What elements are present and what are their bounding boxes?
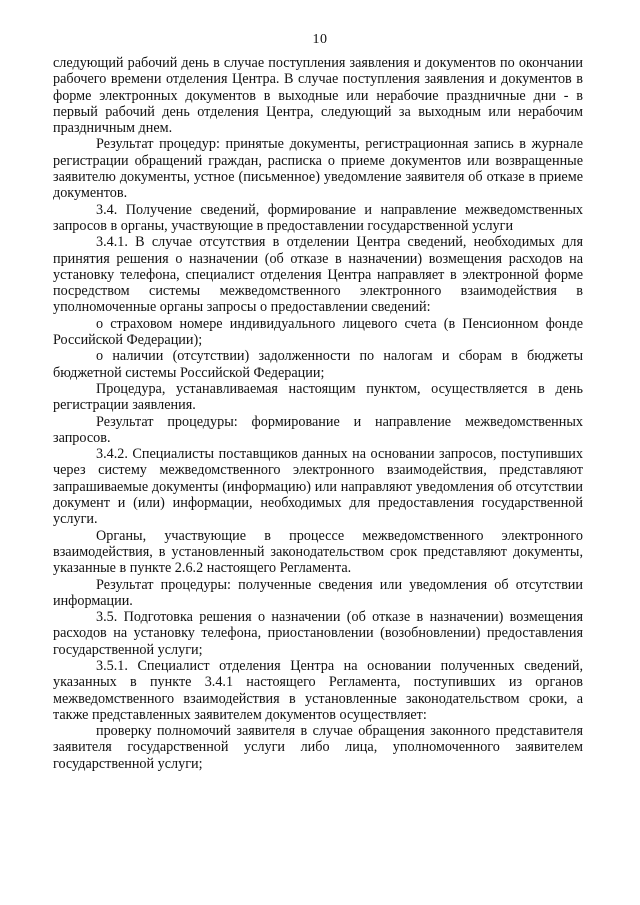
paragraph-result-procedures: Результат процедур: принятые документы, регистрационная запись в журнале регистрации обращений граждан, расписка о приеме документов или возвращенные заявителю документы, устное (письменное) уведомление заявителя об отказе в приеме документов. xyxy=(53,136,583,202)
paragraph-3-4-2: 3.4.2. Специалисты поставщиков данных на основании запросов, поступивших через систему межведомственного электронного взаимодействия, представляют запрашиваемые документы (информацию) или направляют уведомления об отсутствии документ и (или) информации, необходимых для предоставления государственной услуги. xyxy=(53,446,583,528)
section-heading-3-5: 3.5. Подготовка решения о назначении (об отказе в назначении) возмещения расходов на установку телефона, приостановлении (возобновлении) предоставления государственной услуги; xyxy=(53,609,583,658)
list-item-authority-check: проверку полномочий заявителя в случае обращения законного представителя заявителя государственной услуги либо лица, уполномоченного заявителем государственной услуги; xyxy=(53,723,583,772)
paragraph-continuation: следующий рабочий день в случае поступления заявления и документов по окончании рабочего времени отделения Центра. В случае поступления заявления и документов в форме электронных документов в выходные или нерабочие праздничные дни - в первый рабочий день отделения Центра, следующий за выходным или нерабочим праздничным днем. xyxy=(53,55,583,137)
paragraph-procedure-day: Процедура, устанавливаемая настоящим пунктом, осуществляется в день регистрации заявления. xyxy=(53,380,583,414)
paragraph-3-4-1: 3.4.1. В случае отсутствия в отделении Центра сведений, необходимых для принятия решения о назначении (об отказе в назначении) возмещения расходов на установку телефона, специалист отделения Центра направляет в электронной форме посредством системы межведомственного электронного взаимодействия в уполномоченные органы запросы о предоставлении сведений: xyxy=(53,234,583,316)
document-body xyxy=(53,55,583,772)
list-item-tax-debt: о наличии (отсутствии) задолженности по налогам и сборам в бюджеты бюджетной системы Российской Федерации; xyxy=(53,348,583,381)
list-item-insurance-number: о страховом номере индивидуального лицевого счета (в Пенсионном фонде Российской Федерации); xyxy=(53,315,583,349)
paragraph-result-info: Результат процедуры: полученные сведения или уведомления об отсутствии информации. xyxy=(53,576,583,609)
section-heading-3-4: 3.4. Получение сведений, формирование и направление межведомственных запросов в органы, участвующие в предоставлении государственной услуги xyxy=(53,201,583,234)
paragraph-bodies: Органы, участвующие в процессе межведомственного электронного взаимодействия, в установленный законодательством срок представляют документы, указанные в пункте 2.6.2 настоящего Регламента. xyxy=(53,527,583,577)
paragraph-result-requests: Результат процедуры: формирование и направление межведомственных запросов. xyxy=(53,413,583,446)
page-number: 10 xyxy=(312,32,328,47)
paragraph-3-5-1: 3.5.1. Специалист отделения Центра на основании полученных сведений, указанных в пункте 3.4.1 настоящего Регламента, поступивших из органов межведомственного взаимодействия в установленные законодательством сроки, а также представленных заявителем документов осуществляет: xyxy=(53,657,583,723)
